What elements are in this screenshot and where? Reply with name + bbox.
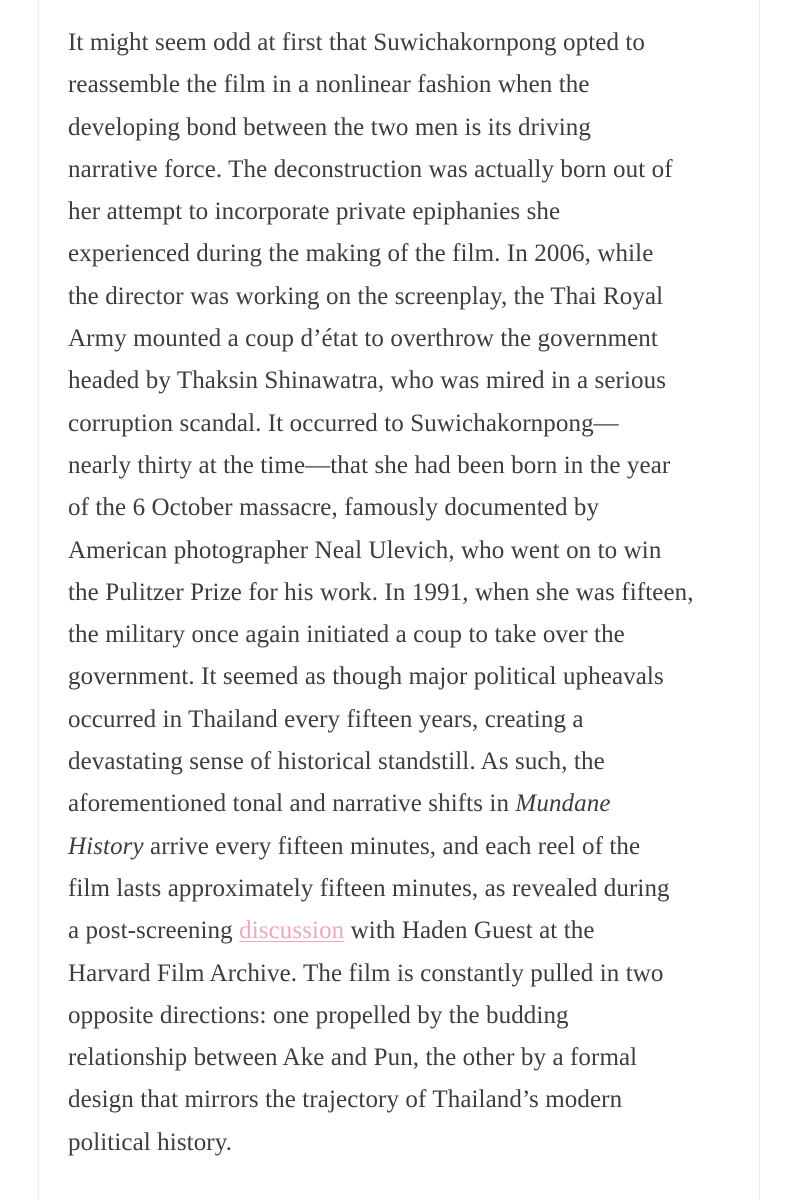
paragraph-line-4: narrative force. The deconstruction was actually born out of [68, 155, 673, 183]
paragraph-line-17: occurred in Thailand every fifteen years, creating a [68, 705, 584, 733]
line-22-text-after-link: with Haden Guest at the [344, 917, 595, 945]
paragraph-line-22 [68, 910, 733, 952]
paragraph-line-16: government. It seemed as though major political upheavals [68, 663, 664, 691]
line-20-text: arrive every fifteen minutes, and each reel of the [143, 832, 641, 860]
paragraph-line-11: nearly thirty at the time—that she had been born in the year [68, 451, 671, 479]
film-title-italic-part-1: Mundane [515, 790, 611, 818]
paragraph-line-26: design that mirrors the trajectory of Thailand’s modern [68, 1086, 623, 1114]
paragraph-line-24: opposite directions: one propelled by the budding [68, 1001, 569, 1029]
paragraph-line-12: of the 6 October massacre, famously documented by [68, 494, 600, 522]
paragraph-line-8: Army mounted a coup d’état to overthrow the government [68, 325, 658, 353]
paragraph-line-10: corruption scandal. It occurred to Suwichakornpong— [68, 409, 619, 437]
line-19-text: aforementioned tonal and narrative shifts in [68, 790, 516, 818]
paragraph-line-1: It might seem odd at first that Suwichakornpong opted to [68, 29, 646, 56]
paragraph-line-5: her attempt to incorporate private epiphanies she [68, 198, 561, 226]
paragraph-line-13: American photographer Neal Ulevich, who went on to win [68, 536, 662, 564]
discussion-link[interactable]: discussion [239, 917, 345, 945]
line-22-text-before-link: a post-screening [68, 917, 240, 945]
paragraph-line-21: film lasts approximately fifteen minutes, as revealed during [68, 874, 670, 902]
paragraph-line-9: headed by Thaksin Shinawatra, who was mired in a serious [68, 367, 667, 395]
paragraph-line-23: Harvard Film Archive. The film is constantly pulled in two [68, 959, 664, 987]
paragraph-line-18: devastating sense of historical standstill. As such, the [68, 748, 605, 776]
paragraph-line-20 [68, 826, 733, 868]
paragraph-line-6: experienced during the making of the film. In 2006, while [68, 240, 654, 268]
film-title-italic-part-2: History [68, 832, 144, 860]
paragraph-line-7: the director was working on the screenplay, the Thai Royal [68, 282, 664, 310]
paragraph-line-15: the military once again initiated a coup to take over the [68, 621, 625, 649]
paragraph-line-25: relationship between Ake and Pun, the other by a formal [68, 1044, 638, 1072]
paragraph-line-19 [68, 783, 733, 825]
paragraph-line-2: reassemble the film in a nonlinear fashion when the [68, 71, 590, 99]
paragraph-line-14: the Pulitzer Prize for his work. In 1991, when she was fifteen, [68, 578, 694, 606]
article-page [38, 0, 760, 1200]
paragraph-line-27: political history. [68, 1128, 233, 1156]
paragraph-line-3: developing bond between the two men is its driving [68, 113, 591, 141]
article-paragraph [68, 22, 733, 1164]
